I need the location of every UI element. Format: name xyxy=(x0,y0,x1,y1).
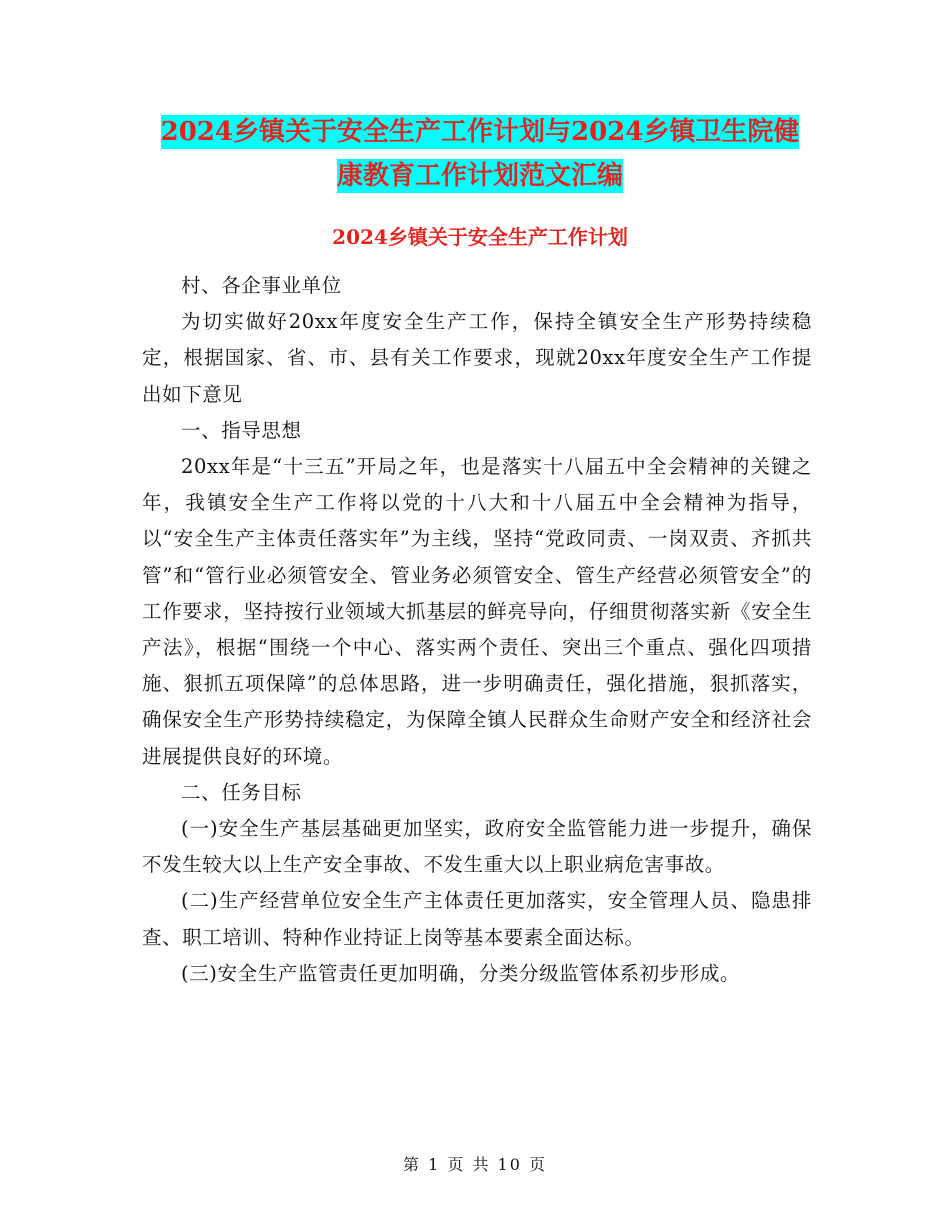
page-number-footer: 第 1 页 共 10 页 xyxy=(403,1155,547,1174)
paragraph-goal-2: (二)生产经营单位安全生产主体责任更加落实，安全管理人员、隐患排查、职工培训、特种作业持证上岗等基本要素全面达标。 xyxy=(142,889,812,949)
title-line-2: 康教育工作计划范文汇编 xyxy=(336,161,623,191)
document-title xyxy=(140,110,820,198)
paragraph-guiding-thought: 20xx年是“十三五”开局之年，也是落实十八届五中全会精神的关键之年，我镇安全生产工作将以党的十八大和十八届五中全会精神为指导，以“安全生产主体责任落实年”为主线，坚持“党政同责、一岗双责、齐抓共管”和“管行业必须管安全、管业务必须管安全、管生产经营必须管安全”的工作要求，坚持按行业领域大抓基层的鲜亮导向，仔细贯彻落实新《安全生产法》，根据“围绕一个中心、落实两个责任、突出三个重点、强化四项措施、狠抓五项保障”的总体思路，进一步明确责任，强化措施，狠抓落实，确保安全生产形势持续稳定，为保障全镇人民群众生命财产安全和经济社会进展提供良好的环境。 xyxy=(142,455,812,768)
section-title: 2024乡镇关于安全生产工作计划 xyxy=(332,225,628,249)
paragraph-intro: 为切实做好20xx年度安全生产工作，保持全镇安全生产形势持续稳定，根据国家、省、市、县有关工作要求，现就20xx年度安全生产工作提出如下意见 xyxy=(142,310,812,406)
heading-guiding-thought: 一、指导思想 xyxy=(181,418,302,442)
title-line-1: 2024乡镇关于安全生产工作计划与2024乡镇卫生院健 xyxy=(160,117,800,147)
paragraph-goal-1: (一)安全生产基层基础更加坚实，政府安全监管能力进一步提升，确保不发生较大以上生产安全事故、不发生重大以上职业病危害事故。 xyxy=(142,817,812,877)
heading-task-goals: 二、任务目标 xyxy=(181,780,302,804)
paragraph-goal-3: (三)安全生产监管责任更加明确，分类分级监管体系初步形成。 xyxy=(181,961,741,985)
paragraph-addressee: 村、各企事业单位 xyxy=(181,274,342,297)
document-body xyxy=(142,268,812,992)
